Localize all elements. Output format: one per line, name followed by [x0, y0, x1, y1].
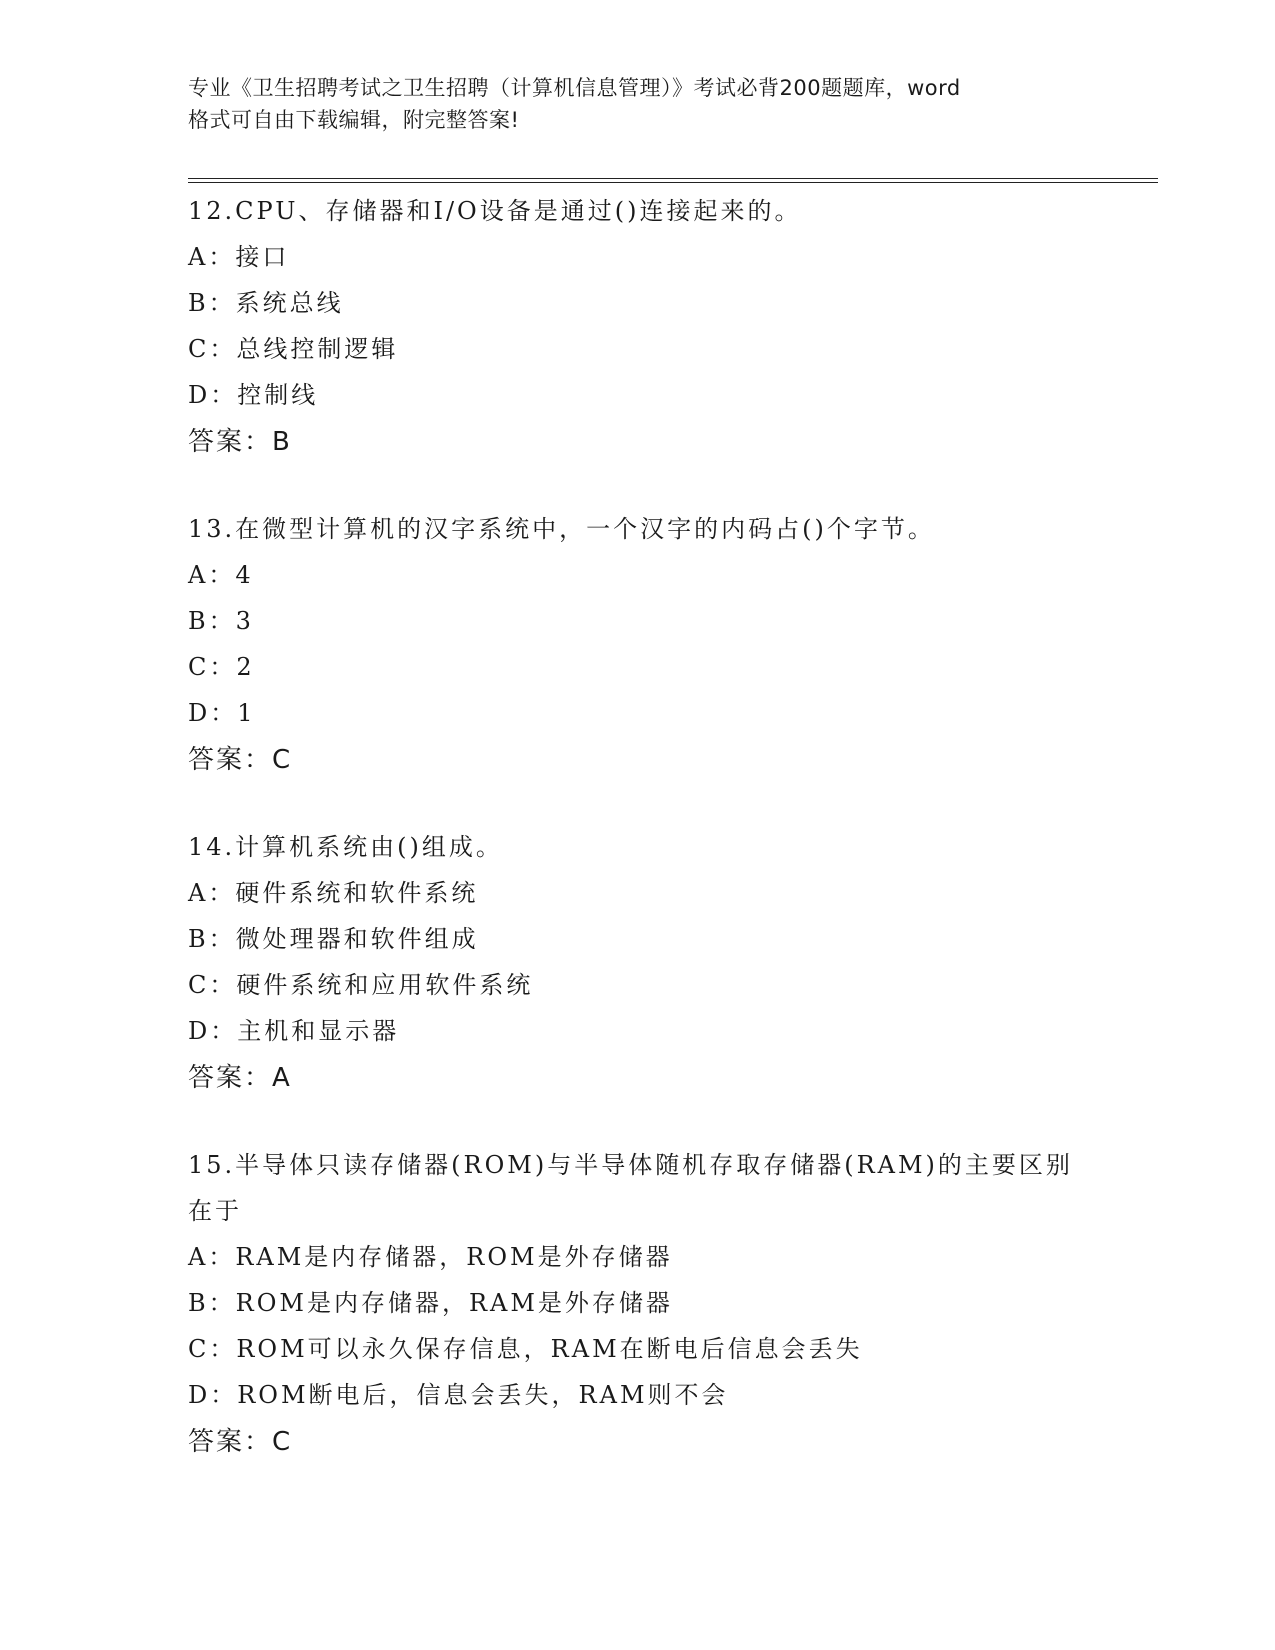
question-stem: 12.CPU、存储器和I/O设备是通过()连接起来的。 — [188, 197, 802, 225]
answer-label: 答案：B — [188, 427, 292, 457]
option-b: B：3 — [188, 607, 254, 635]
question-stem: 13.在微型计算机的汉字系统中，一个汉字的内码占()个字节。 — [188, 515, 935, 543]
question-12 — [188, 188, 1158, 466]
option-d: D：1 — [188, 699, 256, 727]
question-stem: 14.计算机系统由()组成。 — [188, 833, 503, 861]
answer-label: 答案：C — [188, 745, 293, 775]
option-a: A：4 — [188, 561, 254, 589]
question-14 — [188, 824, 1158, 1102]
option-d: D：ROM断电后，信息会丢失，RAM则不会 — [188, 1381, 729, 1409]
question-list — [188, 188, 1158, 1506]
option-d: D：主机和显示器 — [188, 1017, 400, 1045]
question-stem: 15.半导体只读存储器(ROM)与半导体随机存取存储器(RAM)的主要区别在于 — [188, 1151, 1073, 1225]
option-b: B：ROM是内存储器，RAM是外存储器 — [188, 1289, 673, 1317]
option-a: A：RAM是内存储器，ROM是外存储器 — [188, 1243, 673, 1271]
question-13 — [188, 506, 1158, 784]
answer-label: 答案：A — [188, 1063, 292, 1093]
option-b: B：微处理器和软件组成 — [188, 925, 479, 953]
option-a: A：接口 — [188, 243, 290, 271]
option-b: B：系统总线 — [188, 289, 344, 317]
document-header — [188, 72, 1088, 136]
answer-label: 答案：C — [188, 1427, 293, 1457]
option-a: A：硬件系统和软件系统 — [188, 879, 479, 907]
header-line-1: 专业《卫生招聘考试之卫生招聘（计算机信息管理）》考试必背200题题库，word — [188, 76, 961, 100]
option-c: C：总线控制逻辑 — [188, 335, 399, 363]
header-divider — [188, 178, 1158, 183]
option-c: C：2 — [188, 653, 255, 681]
header-line-2: 格式可自由下载编辑，附完整答案! — [188, 108, 520, 132]
option-d: D：控制线 — [188, 381, 319, 409]
option-c: C：ROM可以永久保存信息，RAM在断电后信息会丢失 — [188, 1335, 863, 1363]
option-c: C：硬件系统和应用软件系统 — [188, 971, 534, 999]
question-15 — [188, 1142, 1158, 1466]
